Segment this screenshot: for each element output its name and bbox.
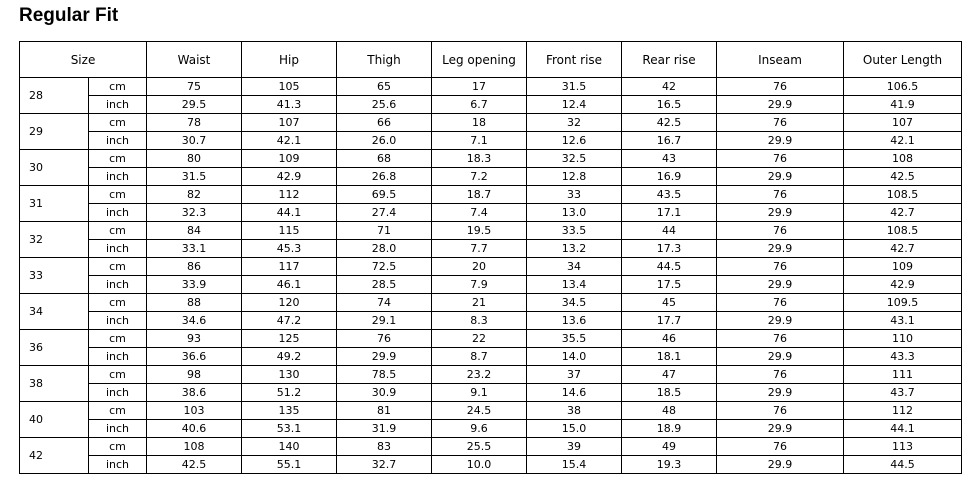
measurement-cell: 75 [147,78,242,96]
measurement-cell: 18.3 [432,150,527,168]
size-cell: 40 [20,402,89,438]
measurement-cell: 31.5 [147,168,242,186]
measurement-cell: 34 [527,258,622,276]
measurement-cell: 49.2 [242,348,337,366]
table-row [20,114,962,132]
measurement-cell: 8.3 [432,312,527,330]
measurement-cell: 12.6 [527,132,622,150]
measurement-cell: 83 [337,438,432,456]
measurement-cell: 16.7 [622,132,717,150]
table-row [20,168,962,186]
header-thigh: Thigh [337,42,432,78]
measurement-cell: 49 [622,438,717,456]
measurement-cell: 18.5 [622,384,717,402]
measurement-cell: 37 [527,366,622,384]
measurement-cell: 43.7 [844,384,962,402]
size-chart-table [19,41,962,474]
measurement-cell: 76 [337,330,432,348]
measurement-cell: 109.5 [844,294,962,312]
measurement-cell: 18.1 [622,348,717,366]
table-row [20,240,962,258]
measurement-cell: 130 [242,366,337,384]
measurement-cell: 112 [242,186,337,204]
measurement-cell: 32.3 [147,204,242,222]
measurement-cell: 41.9 [844,96,962,114]
measurement-cell: 33 [527,186,622,204]
unit-cell: cm [89,330,147,348]
measurement-cell: 107 [242,114,337,132]
measurement-cell: 45 [622,294,717,312]
measurement-cell: 42.5 [622,114,717,132]
measurement-cell: 76 [717,150,844,168]
measurement-cell: 82 [147,186,242,204]
unit-cell: inch [89,312,147,330]
measurement-cell: 51.2 [242,384,337,402]
measurement-cell: 26.8 [337,168,432,186]
unit-cell: cm [89,438,147,456]
measurement-cell: 7.4 [432,204,527,222]
measurement-cell: 33.5 [527,222,622,240]
unit-cell: cm [89,150,147,168]
size-cell: 30 [20,150,89,186]
measurement-cell: 109 [844,258,962,276]
measurement-cell: 113 [844,438,962,456]
measurement-cell: 115 [242,222,337,240]
measurement-cell: 18.7 [432,186,527,204]
unit-cell: cm [89,186,147,204]
measurement-cell: 7.1 [432,132,527,150]
header-inseam: Inseam [717,42,844,78]
measurement-cell: 76 [717,294,844,312]
unit-cell: inch [89,456,147,474]
measurement-cell: 66 [337,114,432,132]
measurement-cell: 44.5 [844,456,962,474]
unit-cell: cm [89,78,147,96]
table-row [20,276,962,294]
measurement-cell: 29.9 [717,132,844,150]
unit-cell: cm [89,402,147,420]
measurement-cell: 38 [527,402,622,420]
measurement-cell: 117 [242,258,337,276]
header-front-rise: Front rise [527,42,622,78]
table-row [20,312,962,330]
measurement-cell: 29.9 [717,348,844,366]
measurement-cell: 76 [717,78,844,96]
measurement-cell: 21 [432,294,527,312]
measurement-cell: 43.3 [844,348,962,366]
unit-cell: inch [89,276,147,294]
header-leg-opening: Leg opening [432,42,527,78]
measurement-cell: 13.4 [527,276,622,294]
measurement-cell: 71 [337,222,432,240]
measurement-cell: 135 [242,402,337,420]
measurement-cell: 98 [147,366,242,384]
size-cell: 29 [20,114,89,150]
measurement-cell: 42.5 [844,168,962,186]
measurement-cell: 40.6 [147,420,242,438]
measurement-cell: 13.6 [527,312,622,330]
measurement-cell: 53.1 [242,420,337,438]
measurement-cell: 20 [432,258,527,276]
measurement-cell: 43 [622,150,717,168]
measurement-cell: 17.1 [622,204,717,222]
measurement-cell: 47.2 [242,312,337,330]
header-row [20,42,962,78]
measurement-cell: 33.9 [147,276,242,294]
measurement-cell: 48 [622,402,717,420]
measurement-cell: 9.6 [432,420,527,438]
measurement-cell: 36.6 [147,348,242,366]
measurement-cell: 24.5 [432,402,527,420]
measurement-cell: 86 [147,258,242,276]
measurement-cell: 16.5 [622,96,717,114]
size-cell: 36 [20,330,89,366]
measurement-cell: 15.4 [527,456,622,474]
unit-cell: cm [89,222,147,240]
measurement-cell: 19.5 [432,222,527,240]
measurement-cell: 25.5 [432,438,527,456]
measurement-cell: 76 [717,258,844,276]
measurement-cell: 32.7 [337,456,432,474]
measurement-cell: 44.5 [622,258,717,276]
unit-cell: inch [89,240,147,258]
measurement-cell: 80 [147,150,242,168]
table-row [20,348,962,366]
unit-cell: cm [89,294,147,312]
measurement-cell: 125 [242,330,337,348]
table-row [20,294,962,312]
unit-cell: inch [89,168,147,186]
unit-cell: inch [89,384,147,402]
measurement-cell: 78.5 [337,366,432,384]
measurement-cell: 13.0 [527,204,622,222]
unit-cell: cm [89,366,147,384]
measurement-cell: 32 [527,114,622,132]
measurement-cell: 29.9 [717,168,844,186]
measurement-cell: 38.6 [147,384,242,402]
unit-cell: inch [89,348,147,366]
measurement-cell: 22 [432,330,527,348]
measurement-cell: 29.9 [717,420,844,438]
measurement-cell: 9.1 [432,384,527,402]
unit-cell: cm [89,258,147,276]
measurement-cell: 29.9 [717,204,844,222]
measurement-cell: 12.8 [527,168,622,186]
measurement-cell: 41.3 [242,96,337,114]
size-cell: 33 [20,258,89,294]
measurement-cell: 27.4 [337,204,432,222]
measurement-cell: 109 [242,150,337,168]
measurement-cell: 65 [337,78,432,96]
header-rear-rise: Rear rise [622,42,717,78]
measurement-cell: 108.5 [844,186,962,204]
measurement-cell: 8.7 [432,348,527,366]
measurement-cell: 33.1 [147,240,242,258]
measurement-cell: 31.5 [527,78,622,96]
measurement-cell: 13.2 [527,240,622,258]
measurement-cell: 44 [622,222,717,240]
unit-cell: inch [89,420,147,438]
unit-cell: inch [89,132,147,150]
measurement-cell: 45.3 [242,240,337,258]
measurement-cell: 47 [622,366,717,384]
table-row [20,366,962,384]
size-cell: 38 [20,366,89,402]
measurement-cell: 107 [844,114,962,132]
measurement-cell: 46.1 [242,276,337,294]
measurement-cell: 108 [844,150,962,168]
measurement-cell: 84 [147,222,242,240]
measurement-cell: 7.7 [432,240,527,258]
measurement-cell: 76 [717,366,844,384]
measurement-cell: 76 [717,402,844,420]
measurement-cell: 15.0 [527,420,622,438]
measurement-cell: 29.9 [717,96,844,114]
measurement-cell: 10.0 [432,456,527,474]
measurement-cell: 26.0 [337,132,432,150]
measurement-cell: 30.9 [337,384,432,402]
measurement-cell: 17.5 [622,276,717,294]
measurement-cell: 42.9 [242,168,337,186]
measurement-cell: 76 [717,330,844,348]
header-size: Size [20,42,147,78]
page-title: Regular Fit [19,5,119,26]
table-row [20,330,962,348]
size-cell: 42 [20,438,89,474]
unit-cell: inch [89,96,147,114]
measurement-cell: 29.9 [337,348,432,366]
table-row [20,204,962,222]
measurement-cell: 76 [717,222,844,240]
table-row [20,78,962,96]
measurement-cell: 17.7 [622,312,717,330]
unit-cell: cm [89,114,147,132]
header-outer-length: Outer Length [844,42,962,78]
measurement-cell: 18 [432,114,527,132]
measurement-cell: 14.0 [527,348,622,366]
measurement-cell: 16.9 [622,168,717,186]
measurement-cell: 18.9 [622,420,717,438]
measurement-cell: 74 [337,294,432,312]
measurement-cell: 111 [844,366,962,384]
measurement-cell: 43.1 [844,312,962,330]
measurement-cell: 19.3 [622,456,717,474]
table-row [20,186,962,204]
measurement-cell: 34.6 [147,312,242,330]
measurement-cell: 93 [147,330,242,348]
measurement-cell: 12.4 [527,96,622,114]
measurement-cell: 17.3 [622,240,717,258]
measurement-cell: 42.5 [147,456,242,474]
table-row [20,150,962,168]
measurement-cell: 28.5 [337,276,432,294]
measurement-cell: 34.5 [527,294,622,312]
measurement-cell: 43.5 [622,186,717,204]
measurement-cell: 29.5 [147,96,242,114]
measurement-cell: 44.1 [242,204,337,222]
measurement-cell: 72.5 [337,258,432,276]
measurement-cell: 29.9 [717,312,844,330]
measurement-cell: 103 [147,402,242,420]
measurement-cell: 17 [432,78,527,96]
measurement-cell: 23.2 [432,366,527,384]
header-waist: Waist [147,42,242,78]
measurement-cell: 76 [717,438,844,456]
table-row [20,258,962,276]
measurement-cell: 29.9 [717,240,844,258]
measurement-cell: 105 [242,78,337,96]
measurement-cell: 29.9 [717,384,844,402]
measurement-cell: 28.0 [337,240,432,258]
measurement-cell: 42.7 [844,204,962,222]
size-cell: 31 [20,186,89,222]
measurement-cell: 42.1 [242,132,337,150]
measurement-cell: 68 [337,150,432,168]
measurement-cell: 110 [844,330,962,348]
measurement-cell: 42 [622,78,717,96]
table-row [20,438,962,456]
measurement-cell: 108.5 [844,222,962,240]
measurement-cell: 78 [147,114,242,132]
measurement-cell: 29.1 [337,312,432,330]
measurement-cell: 108 [147,438,242,456]
measurement-cell: 42.7 [844,240,962,258]
measurement-cell: 140 [242,438,337,456]
measurement-cell: 69.5 [337,186,432,204]
measurement-cell: 42.9 [844,276,962,294]
table-row [20,222,962,240]
measurement-cell: 29.9 [717,276,844,294]
measurement-cell: 44.1 [844,420,962,438]
measurement-cell: 39 [527,438,622,456]
measurement-cell: 55.1 [242,456,337,474]
header-hip: Hip [242,42,337,78]
measurement-cell: 120 [242,294,337,312]
size-cell: 32 [20,222,89,258]
measurement-cell: 7.9 [432,276,527,294]
table-row [20,456,962,474]
measurement-cell: 14.6 [527,384,622,402]
measurement-cell: 76 [717,186,844,204]
measurement-cell: 81 [337,402,432,420]
measurement-cell: 30.7 [147,132,242,150]
table-row [20,402,962,420]
measurement-cell: 112 [844,402,962,420]
measurement-cell: 32.5 [527,150,622,168]
measurement-cell: 35.5 [527,330,622,348]
size-cell: 34 [20,294,89,330]
measurement-cell: 88 [147,294,242,312]
measurement-cell: 42.1 [844,132,962,150]
measurement-cell: 7.2 [432,168,527,186]
table-row [20,384,962,402]
measurement-cell: 46 [622,330,717,348]
measurement-cell: 76 [717,114,844,132]
size-table-body [20,78,962,474]
table-row [20,132,962,150]
measurement-cell: 25.6 [337,96,432,114]
unit-cell: inch [89,204,147,222]
measurement-cell: 31.9 [337,420,432,438]
size-cell: 28 [20,78,89,114]
measurement-cell: 106.5 [844,78,962,96]
measurement-cell: 29.9 [717,456,844,474]
measurement-cell: 6.7 [432,96,527,114]
table-row [20,420,962,438]
table-row [20,96,962,114]
